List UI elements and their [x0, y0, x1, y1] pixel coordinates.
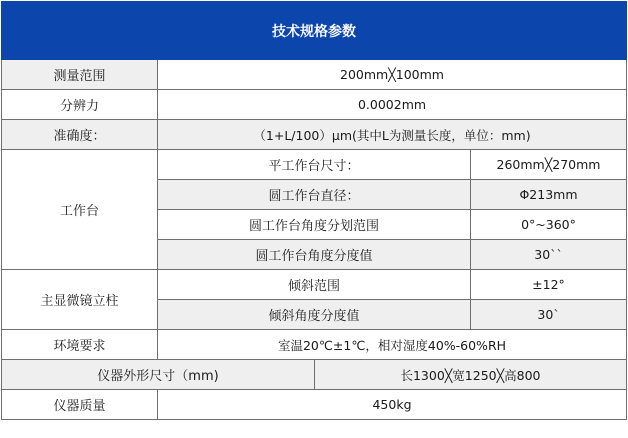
table-title: 技术规格参数 [2, 2, 627, 60]
row-resolution [2, 90, 627, 120]
row-column-tilt-range [2, 270, 627, 300]
value-tilt-division: 30` [471, 300, 627, 330]
value-accuracy: （1+L/100）μm(其中L为测量长度，单位：mm) [158, 120, 627, 150]
sublabel-round-table-diameter: 圆工作台直径： [158, 180, 471, 210]
label-measurement-range: 测量范围 [2, 60, 158, 90]
label-environment: 环境要求 [2, 330, 158, 360]
value-round-table-angle-range: 0°~360° [471, 210, 627, 240]
value-tilt-range: ±12° [471, 270, 627, 300]
table-title-row [2, 2, 627, 60]
label-dimensions: 仪器外形尺寸（mm) [2, 360, 315, 390]
row-environment [2, 330, 627, 360]
label-microscope-column: 主显微镜立柱 [2, 270, 158, 330]
label-resolution: 分辨力 [2, 90, 158, 120]
row-measurement-range [2, 60, 627, 90]
label-accuracy: 准确度： [2, 120, 158, 150]
row-worktable-flat-size [2, 150, 627, 180]
row-dimensions [2, 360, 627, 390]
sublabel-round-table-angle-range: 圆工作台角度分划范围 [158, 210, 471, 240]
sublabel-flat-table-size: 平工作台尺寸： [158, 150, 471, 180]
spec-table [1, 1, 627, 420]
sublabel-round-table-angle-division: 圆工作台角度分度值 [158, 240, 471, 270]
value-resolution: 0.0002mm [158, 90, 627, 120]
row-mass [2, 390, 627, 420]
value-environment: 室温20℃±1℃，相对湿度40%-60%RH [158, 330, 627, 360]
value-dimensions: 长1300╳宽1250╳高800 [315, 360, 627, 390]
row-accuracy [2, 120, 627, 150]
value-round-table-angle-division: 30`` [471, 240, 627, 270]
value-mass: 450kg [158, 390, 627, 420]
sublabel-tilt-division: 倾斜角度分度值 [158, 300, 471, 330]
sublabel-tilt-range: 倾斜范围 [158, 270, 471, 300]
label-worktable: 工作台 [2, 150, 158, 270]
value-measurement-range: 200mm╳100mm [158, 60, 627, 90]
value-round-table-diameter: Φ213mm [471, 180, 627, 210]
label-mass: 仪器质量 [2, 390, 158, 420]
value-flat-table-size: 260mm╳270mm [471, 150, 627, 180]
